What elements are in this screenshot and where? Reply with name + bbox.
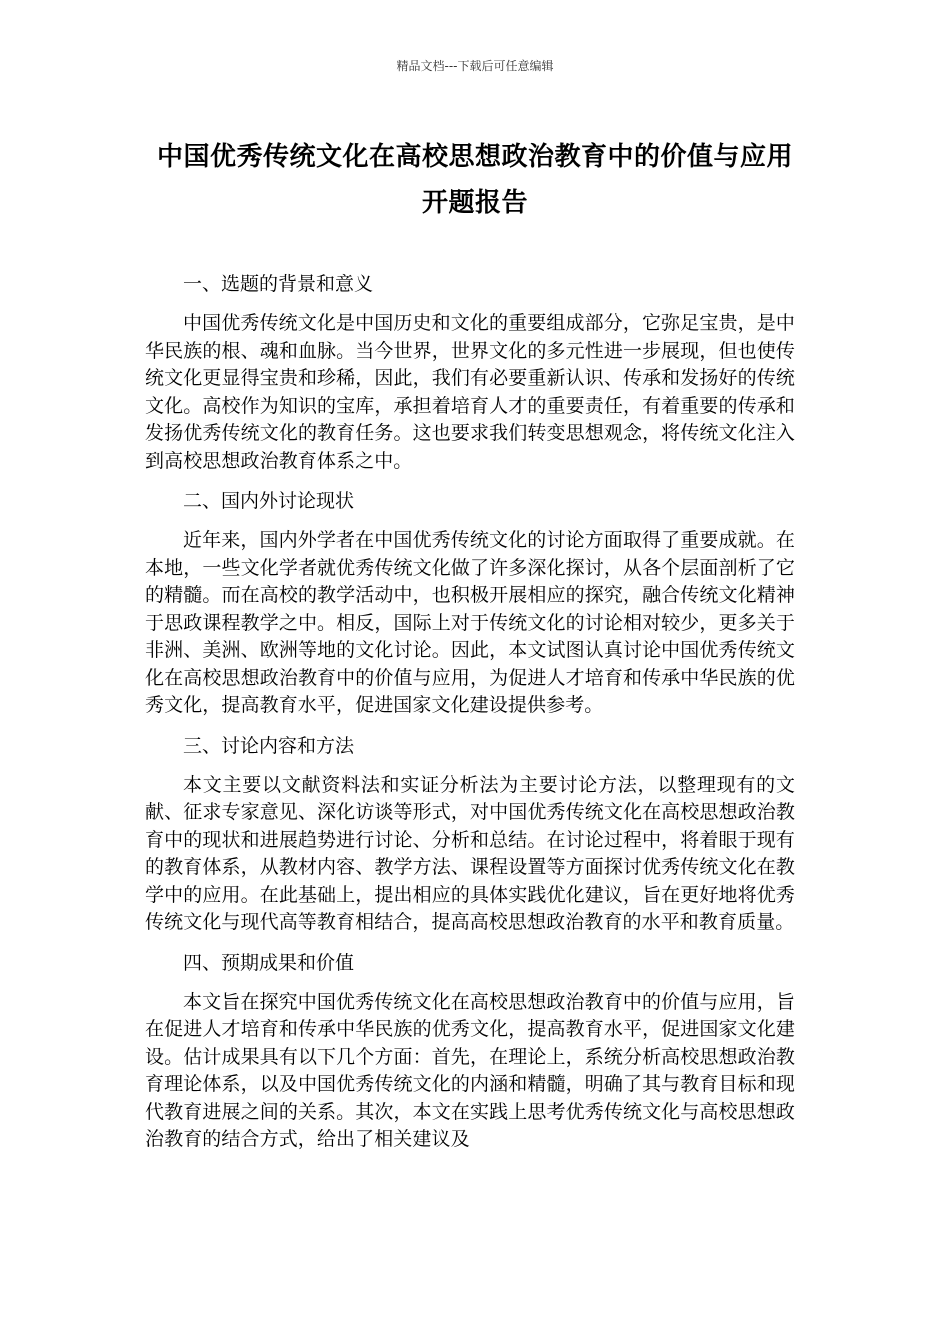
section-paragraph: 中国优秀传统文化是中国历史和文化的重要组成部分，它弥足宝贵，是中华民族的根、魂和血脉。当今世界，世界文化的多元性进一步展现，但也使传统文化更显得宝贵和珍稀，因此，我们有必要重新认识、传承和发扬好的传统文化。高校作为知识的宝库，承担着培育人才的重要责任，有着重要的传承和发扬优秀传统文化的教育任务。这也要求我们转变思想观念，将传统文化注入到高校思想政治教育体系之中。: [145, 312, 795, 472]
document-title: 中国优秀传统文化在高校思想政治教育中的价值与应用开题报告: [156, 142, 793, 218]
section-heading: 一、选题的背景和意义: [183, 273, 374, 295]
page-header-note: 精品文档---下载后可任意编辑: [396, 59, 554, 73]
section-content-methods: [145, 732, 795, 937]
section-heading: 三、讨论内容和方法: [183, 734, 355, 757]
section-heading: 四、预期成果和价值: [183, 951, 355, 974]
section-background: [145, 270, 795, 475]
document-body: [145, 270, 795, 1166]
section-paragraph: 近年来，国内外学者在中国优秀传统文化的讨论方面取得了重要成就。在本地，一些文化学者就优秀传统文化做了许多深化探讨，从各个层面剖析了它的精髓。而在高校的教学活动中，也积极开展相应的探究，融合传统文化精神于思政课程教学之中。相反，国际上对于传统文化的讨论相对较少，更多关于非洲、美洲、欧洲等地的文化讨论。因此，本文试图认真讨论中国优秀传统文化在高校思想政治教育中的价值与应用，为促进人才培育和传承中华民族的优秀文化，提高教育水平，促进国家文化建设提供参考。: [145, 529, 795, 716]
section-expected-results: [145, 949, 795, 1154]
section-research-status: [145, 487, 795, 720]
section-paragraph: 本文主要以文献资料法和实证分析法为主要讨论方法，以整理现有的文献、征求专家意见、深化访谈等形式，对中国优秀传统文化在高校思想政治教育中的现状和进展趋势进行讨论、分析和总结。在讨论过程中，将着眼于现有的教育体系，从教材内容、教学方法、课程设置等方面探讨优秀传统文化在教学中的应用。在此基础上，提出相应的具体实践优化建议，旨在更好地将优秀传统文化与现代高等教育相结合，提高高校思想政治教育的水平和教育质量。: [145, 773, 795, 933]
section-heading: 二、国内外讨论现状: [183, 490, 355, 512]
section-paragraph: 本文旨在探究中国优秀传统文化在高校思想政治教育中的价值与应用，旨在促进人才培育和传承中华民族的优秀文化，提高教育水平，促进国家文化建设。估计成果具有以下几个方面：首先，在理论上，系统分析高校思想政治教育理论体系，以及中国优秀传统文化的内涵和精髓，明确了其与教育目标和现代教育进展之间的关系。其次，本文在实践上思考优秀传统文化与高校思想政治教育的结合方式，给出了相关建议及: [145, 990, 795, 1150]
